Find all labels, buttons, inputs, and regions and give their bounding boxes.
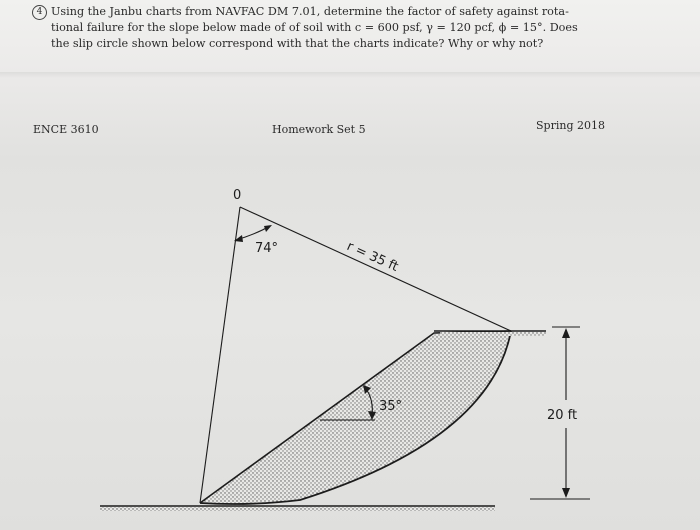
radius-line-to-crest xyxy=(240,207,511,331)
problem-line-3: the slip circle shown below correspond with that the charts indicate? Why or why not? xyxy=(51,37,544,50)
term-label: Spring 2018 xyxy=(536,119,605,132)
radius-line-to-toe xyxy=(200,207,240,503)
toe-ground-hatch xyxy=(100,507,495,511)
height-dim-arrow-up xyxy=(562,328,570,338)
height-dim-arrow-down xyxy=(562,488,570,498)
problem-text-1: Using the Janbu charts from NAVFAC DM 7.01, determine the factor of safety against rota- xyxy=(51,5,569,18)
center-angle-label: 74° xyxy=(255,241,279,256)
assignment-title: Homework Set 5 xyxy=(272,123,366,136)
problem-line-2: tional failure for the slope below made of of soil with c = 600 psf, γ = 120 pcf, ϕ = 15°. Does xyxy=(51,21,578,34)
height-label: 20 ft xyxy=(547,408,578,423)
crest-ground-hatch xyxy=(440,332,546,336)
slope-angle-label: 35° xyxy=(379,399,403,414)
sliding-mass xyxy=(200,331,511,504)
radius-label: r = 35 ft xyxy=(344,238,401,275)
course-code: ENCE 3610 xyxy=(33,123,99,136)
center-angle-arrowhead-right xyxy=(264,225,272,232)
center-label: 0 xyxy=(233,188,242,203)
problem-number: 4 xyxy=(32,5,47,20)
